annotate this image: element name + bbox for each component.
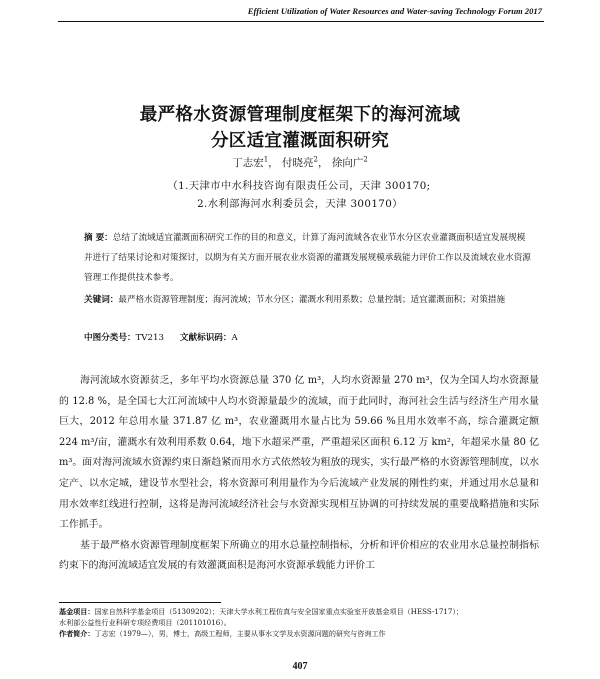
- author-bio-label: 作者简介：: [59, 629, 95, 639]
- affiliation-line-2: 2.水利部海河水利委员会，天津 300170）: [197, 198, 403, 210]
- running-head: Efficient Utilization of Water Resources and Water-saving Technology Forum 2017: [247, 6, 542, 16]
- keywords-text: 最严格水资源管理制度；海河流域；节水分区；灌溉水利用系数；总量控制；适宜灌溉面积；对策措施: [118, 295, 506, 305]
- funding-footnote: [59, 606, 549, 617]
- doc-code-value: A: [231, 333, 238, 343]
- funding-label: 基金项目：: [59, 607, 95, 616]
- funding-text: 国家自然科学基金项目（51309202）；天津大学水利工程仿真与安全国家重点实验室开放基金项目（HESS-1717）；: [94, 607, 464, 616]
- author-name: 付晓亮: [282, 157, 314, 169]
- clc-value: TV213: [135, 333, 164, 343]
- paper-title-line-2: 分区适宜灌溉面积研究: [211, 131, 389, 151]
- author-affiliation-mark: 2: [313, 155, 318, 164]
- affiliation-line-1: （1.天津市中水科技咨询有限责任公司，天津 300170;: [167, 180, 431, 192]
- header-rule: [58, 21, 544, 22]
- paper-title-line-1: 最严格水资源管理制度框架下的海河流域: [139, 105, 461, 125]
- author-affiliation-mark: 2: [363, 155, 368, 164]
- keywords: [84, 290, 532, 310]
- clc-label: 中图分类号：: [84, 333, 136, 343]
- author-list: [0, 155, 600, 170]
- author-bio-text: 丁志宏（1979—），男，博士，高级工程师，主要从事水文学及水资源问题的研究与咨询工作: [94, 629, 386, 639]
- body-text: [59, 371, 539, 577]
- author-separator: ，: [317, 157, 329, 169]
- author-footnote: [59, 628, 549, 639]
- abstract-text: 总结了流域适宜灌溉面积研究工作的目的和意义，计算了海河流域各农业节水分区农业灌溉面积适宜发展规模并进行了结果讨论和对策探讨，以期为有关方面开展农业水资源的灌溉发展规模承载能力评价工作以及流域农业水资源管理工作提供技术参考。: [84, 233, 531, 283]
- classification-line: [84, 331, 238, 343]
- keywords-label: 关键词：: [84, 295, 119, 305]
- footnotes: [59, 606, 549, 640]
- author-name: 丁志宏: [232, 157, 264, 169]
- author-separator: ，: [268, 157, 279, 169]
- abstract: [84, 228, 532, 288]
- body-paragraph: 海河流域水资源贫乏，多年平均水资源总量 370 亿 m³，人均水资源量 270 m³，仅为全国人均水资源量的 12.8 %，是全国七大江河流域中人均水资源量最少的流域，而于此同时，海河社会生活与经济生产用水量巨大，2012 年总用水量 371.87 亿 m³，农业灌溉用水量占比为 59.66 %且用水效率不高，综合灌溉定额 224 m³/亩，灌溉水有效利用系数 0.64，地下水超采严重，严重超采区面积 6.12 万 km²，年超采水量 80 亿 m³。面对海河流域水资源约束日渐趋紧而用水方式依然较为粗放的现实，实行最严格的水资源管理制度，以水定产、以水定城，建设节水型社会，将水资源可利用量作为今后流域产业发展的刚性约束，并通过用水总量和用水效率红线进行控制，这将是海河流域经济社会与水资源实现相互协调的可持续发展的重要战略措施和实际工作抓手。: [59, 375, 539, 531]
- body-paragraph: 基于最严格水资源管理制度框架下所确立的用水总量控制指标，分析和评价相应的农业用水总量控制指标约束下的海河流域适宜发展的有效灌溉面积是海河水资源承载能力评价工: [59, 539, 539, 572]
- footnote-rule: [59, 602, 221, 603]
- abstract-label: 摘 要：: [84, 233, 113, 243]
- author-name: 徐向广: [331, 157, 364, 169]
- page-number: 407: [292, 661, 308, 672]
- funding-footnote-continued: 水利部公益性行业科研专项经费项目（201101016）。: [59, 618, 231, 628]
- doc-code-label: 文献标识码：: [179, 333, 232, 343]
- author-affiliation-mark: 1: [263, 155, 269, 164]
